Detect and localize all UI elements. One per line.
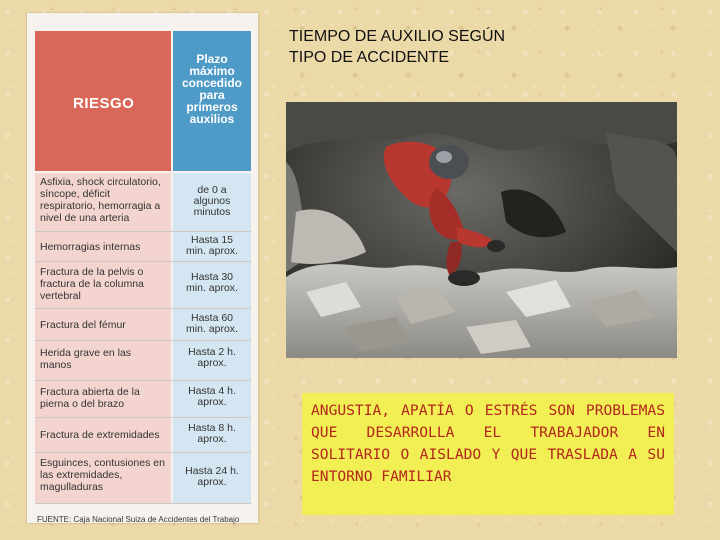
time-cell — [173, 262, 251, 308]
time-header-line: para — [199, 88, 225, 102]
time-text: Hasta 15 — [190, 234, 234, 246]
risk-text: Fractura del fémur — [40, 319, 126, 331]
time-text: de 0 a — [197, 184, 227, 196]
time-cell — [173, 381, 251, 417]
time-cell — [173, 418, 251, 452]
risk-text: respiratorio, hemorragia a — [40, 200, 161, 212]
time-text: aprox. — [197, 476, 227, 488]
psychological-risk-note: ANGUSTIA, APATÍA O ESTRÉS SON PROBLEMAS QUE DESARROLLA EL TRABAJADOR EN SOLITARIO O AISLADO Y QUE TRASLADA A SU ENTORNO FAMILIAR — [302, 393, 674, 515]
time-text: algunos — [193, 195, 231, 207]
time-text: Hasta 24 h. — [185, 465, 239, 477]
risk-cell — [35, 309, 171, 340]
time-header-line: máximo — [189, 64, 235, 78]
table-body — [35, 173, 251, 504]
time-text: minutos — [193, 206, 231, 218]
risk-text: Herida grave en las — [40, 347, 132, 359]
slide-title — [289, 26, 505, 68]
table-row — [35, 232, 251, 262]
risk-cell — [35, 173, 171, 231]
risk-text: fractura de la columna — [40, 278, 144, 290]
risk-text: Hemorragias internas — [40, 241, 141, 253]
risk-text: pierna o del brazo — [40, 398, 125, 410]
miner-photo-illustration — [286, 102, 677, 358]
time-text: Hasta 60 — [190, 312, 234, 324]
table-row — [35, 453, 251, 504]
time-header-line: concedido — [181, 76, 242, 90]
time-header-line: Plazo — [196, 52, 228, 66]
time-header-line: auxilios — [189, 112, 235, 126]
risk-text: Fractura de extremidades — [40, 429, 160, 441]
time-text: aprox. — [197, 433, 227, 445]
risk-text: magulladuras — [40, 481, 104, 493]
rescue-time-table-image — [27, 13, 258, 523]
time-text: min. aprox. — [186, 245, 238, 257]
table-row — [35, 381, 251, 418]
risk-text: síncope, déficit — [40, 188, 111, 200]
risk-text: las extremidades, — [40, 469, 123, 481]
risk-text: nivel de una arteria — [40, 212, 130, 224]
time-cell — [173, 309, 251, 340]
risk-header — [35, 31, 171, 171]
risk-cell — [35, 381, 171, 417]
time-cell — [173, 341, 251, 380]
rescue-time-table — [35, 31, 251, 524]
risk-header-label: RIESGO — [73, 95, 135, 112]
table-row — [35, 262, 251, 309]
risk-text: Asfixia, shock circulatorio, — [40, 176, 161, 188]
table-row — [35, 173, 251, 232]
table-row — [35, 341, 251, 381]
slide-title-line: TIEMPO DE AUXILIO SEGÚN — [289, 28, 506, 45]
time-cell — [173, 232, 251, 261]
time-cell — [173, 453, 251, 503]
risk-cell — [35, 418, 171, 452]
risk-cell — [35, 453, 171, 503]
risk-cell — [35, 232, 171, 261]
risk-cell — [35, 262, 171, 308]
risk-text: vertebral — [40, 290, 81, 302]
time-text: aprox. — [197, 396, 227, 408]
time-cell — [173, 173, 251, 231]
table-row — [35, 309, 251, 341]
time-text: Hasta 8 h. — [188, 422, 236, 434]
risk-text: Fractura abierta de la — [40, 386, 140, 398]
time-text: min. aprox. — [186, 282, 238, 294]
time-text: Hasta 2 h. — [188, 346, 236, 358]
table-row — [35, 418, 251, 453]
slide-title-line: TIPO DE ACCIDENTE — [289, 49, 450, 66]
time-text: Hasta 30 — [190, 271, 234, 283]
risk-text: Esguinces, contusiones en — [40, 457, 165, 469]
time-header-line: primeros — [186, 100, 238, 114]
time-text: min. aprox. — [186, 323, 238, 335]
miner-photo — [286, 102, 677, 358]
time-text: Hasta 4 h. — [188, 385, 236, 397]
risk-text: manos — [40, 359, 72, 371]
risk-text: Fractura de la pelvis o — [40, 266, 144, 278]
risk-cell — [35, 341, 171, 380]
time-header — [173, 31, 251, 171]
time-text: aprox. — [197, 357, 227, 369]
table-source-note: FUENTE: Caja Nacional Suiza de Accidentes del Trabajo — [37, 515, 240, 524]
